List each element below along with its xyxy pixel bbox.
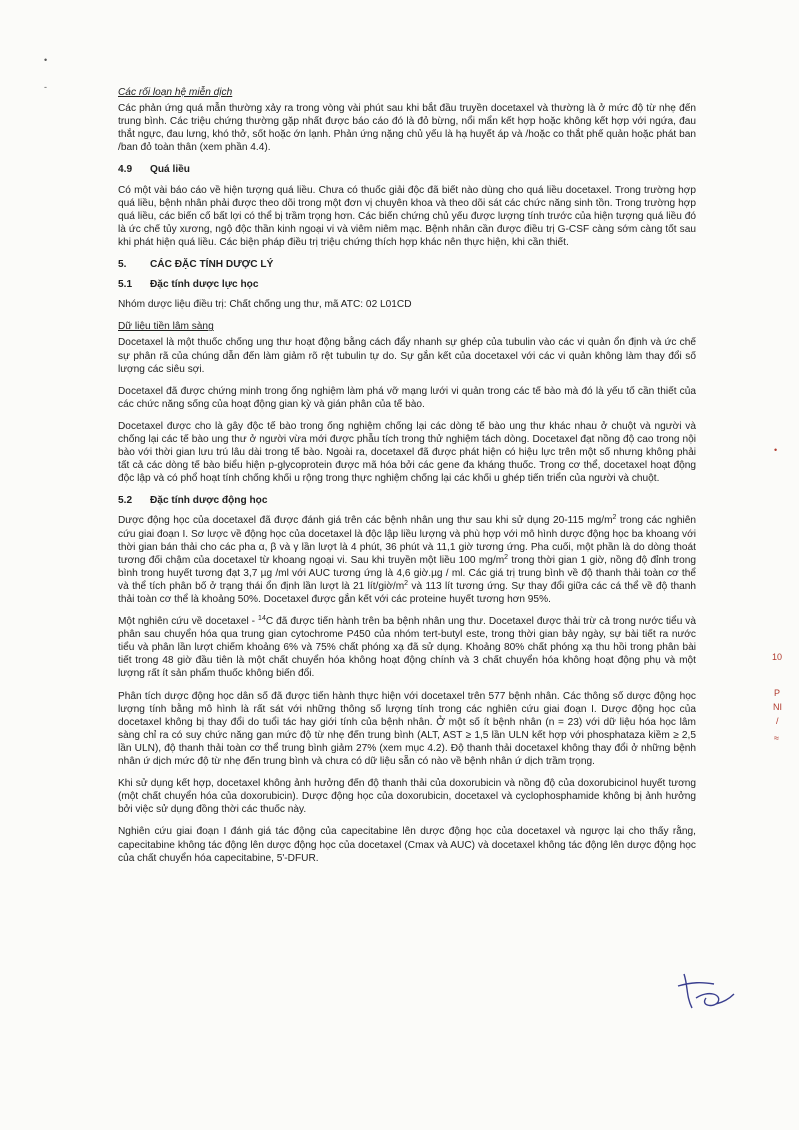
paragraph: Docetaxel đã được chứng minh trong ống nghiệm làm phá vỡ mạng lưới vi quản trong các tế bào mà đó là yếu tố cần thiết của các chức năng sống của hoạt động gian kỳ và gián phân của tế bào. [118, 385, 696, 410]
margin-mark-red: P [774, 688, 781, 698]
section-heading-5 [118, 258, 696, 271]
paragraph [118, 615, 696, 680]
superscript: 14 [258, 615, 266, 623]
section-number: 5. [118, 259, 127, 271]
margin-mark-dash: - [44, 82, 47, 92]
margin-mark-red: NI [773, 702, 782, 712]
margin-mark-top: • [44, 55, 48, 65]
subheading-preclinical: Dữ liệu tiền lâm sàng [118, 321, 214, 333]
superscript: 2 [404, 579, 409, 587]
paragraph: Phân tích dược động học dân số đã được tiến hành thực hiện với docetaxel trên 577 bệnh nhân. Các thông số dược động học lượng tính bằng mô hình là rất sát với những thông số lượng tính trong các nghiên cứu giai đoạn I. Dược động học của docetaxel không bị thay đổi do tuổi tác hay giới tính của bệnh nhân. Ở một số ít bệnh nhân (n = 23) với dữ liệu hóa học lâm sàng chỉ ra có suy chức năng gan mức độ từ nhẹ đến trung bình (ALT, AST ≥ 1,5 lần ULN kết hợp với phosphataza kiềm ≥ 2,5 lần ULN), độ thanh thải toàn cơ thể trung bình giảm 27% (xem mục 4.2). Độ thanh thải docetaxel không thay đổi ở những bệnh nhân ứ dịch mức độ từ nhẹ đến trung bình và chưa có dữ liệu sẵn có nào về bệnh nhân ứ dịch trầm trọng. [118, 690, 696, 768]
paragraph: Docetaxel là một thuốc chống ung thư hoạt động bằng cách đẩy nhanh sự ghép của tubulin vào các vi quản ổn định và ức chế sự phân rã của chúng dẫn đến làm giảm rõ rệt tubulin tự do. Sự gắn kết của docetaxel với các vi quản không làm thay đổi số lượng các siêu sợi. [118, 337, 696, 375]
section-heading-5-1 [118, 278, 696, 291]
section-number: 4.9 [118, 164, 133, 176]
margin-mark-red: 10 [772, 652, 783, 662]
paragraph: Docetaxel được cho là gây độc tế bào trong ống nghiệm chống lại các dòng tế bào ung thư khác nhau ở chuột và người và chống lại các tế bào ung thư ở người vừa mới được phẫu tích trong thử nghiệm tách dòng. Docetaxel đạt nồng độ cao trong nội bào với thời gian lưu trú lâu dài trong tế bào. Ngoài ra, docetaxel đã được phát hiện có hiệu lực trên một số nhưng không phải tất cả các dòng tế bào biểu hiện p-glycoprotein được mã hóa bởi các gene đa kháng thuốc. Trong cơ thể, docetaxel hoạt động độc lập và có phổ hoạt tính chống khối u rộng trong thực nghiệm chống lại các khối u ghép tiến triển của người và chuột. [118, 420, 696, 485]
section-heading-5-2 [118, 494, 696, 507]
margin-mark-red: / [776, 716, 779, 726]
text-run: và 113 lít tương ứng. Sự thay đổi giữa các cá thể về độ thanh thải toàn cơ thể là khoảng 50%. Docetaxel được gắn kết với các proteine huyết tương hơn 95%. [118, 580, 696, 605]
section-heading-4-9 [118, 163, 696, 176]
paragraph: Các phản ứng quá mẫn thường xảy ra trong vòng vài phút sau khi bắt đầu truyền docetaxel và thường là ở mức độ từ nhẹ đến trung bình. Các triệu chứng thường gặp nhất được báo cáo đó là đỏ bừng, nổi mẩn kết hợp hoặc không kết hợp với ngứa, đau thắt ngực, đau lưng, khó thở, sốt hoặc ớn lạnh. Phản ứng nặng chủ yếu là hạ huyết áp và /hoặc co thắt phế quản hoặc phát ban /ban đỏ toàn thân (xem phần 4.4). [118, 103, 696, 154]
paragraph: Có một vài báo cáo về hiện tượng quá liều. Chưa có thuốc giải độc đã biết nào dùng cho quá liều docetaxel. Trong trường hợp quá liều, bệnh nhân phải được theo dõi trong một đơn vị chuyên khoa và theo dõi sát các chức năng sinh tồn. Trong trường hợp quá liều, các biến cố bất lợi có thể bị trầm trọng hơn. Các biến chứng chủ yếu được lượng tính trước của hiện tượng quá liều đó là ức chế tủy xương, ngộ độc thần kinh ngoại vi và viêm niêm mạc. Bệnh nhân cần được điều trị G-CSF càng sớm càng tốt sau khi phát hiện quá liều. Các biện pháp điều trị triệu chứng thích hợp khác nên thực hiện, khi cần thiết. [118, 184, 696, 248]
paragraph: Khi sử dụng kết hợp, docetaxel không ảnh hưởng đến độ thanh thải của doxorubicin và nồng độ của doxorubicinol huyết tương (một chất chuyển hóa của doxorubicin). Dược động học của doxorubicin, docetaxel và cyclophosphamide không bị ảnh hưởng bởi việc sử dụng đồng thời các thuốc này. [118, 778, 696, 816]
section-number: 5.2 [118, 495, 133, 507]
superscript: 2 [504, 553, 509, 561]
document-page [118, 86, 696, 874]
section-title: CÁC ĐẶC TÍNH DƯỢC LÝ [150, 259, 274, 271]
signature-mark [670, 968, 740, 1014]
paragraph [118, 514, 696, 606]
section-title: Quá liều [150, 164, 190, 176]
section-title-immune: Các rối loạn hệ miễn dịch [118, 87, 233, 98]
margin-mark-red: ≈ [774, 733, 779, 743]
margin-mark-red: • [774, 445, 778, 455]
text-run: trong các nghiên cứu giai đoạn I. Sơ lược về động học của docetaxel là độc lập liều lượng và phù hợp với mô hình dược động học ba khoang với thời gian bán thải cho các pha α, β và γ lần lượt là 4 phút, 36 phút và 11,1 giờ tương ứng. Pha cuối, một phần là do dòng thoát tương đối chậm của docetaxel từ khoang ngoại vi. Sau khi truyền một liều 100 mg/m [118, 515, 696, 566]
section-title: Đặc tính dược lực học [150, 279, 259, 291]
text-run: trong thời gian 1 giờ, nồng độ đỉnh trong bình trong huyết tương đạt 3,7 µg /ml với AUC tương ứng là 4,6 giờ.µg / ml. Các giá trị trung bình về độ thanh thải toàn cơ thể và thể tích phân bố ở trạng thái ổn định lần lượt là 21 lít/giờ/m [118, 554, 697, 592]
text-run: Dược động học của docetaxel đã được đánh giá trên các bệnh nhân ung thư sau khi sử dụng 20-115 mg/m [118, 515, 613, 527]
text-run: C đã được tiến hành trên ba bệnh nhân ung thư. Docetaxel được thải trừ cả trong nước tiểu và phân sau chuyển hóa qua trung gian cytochrome P450 của nhóm tert-butyl este, trong thời gian bảy ngày, sự bài tiết ra nước tiểu và phân lần lượt chiếm khoảng 6% và 75% chất phóng xạ đã sử dụng. Khoảng 80% chất phóng xạ thu hồi trong phân bài tiết trong 48 giờ đầu tiên là một chất chuyển hóa không hoạt động chính và 3 chất chuyển hóa không hoạt động phụ và một lượng rất ít sản phẩm thuốc không biến đổi. [118, 616, 696, 680]
paragraph: Nghiên cứu giai đoạn I đánh giá tác động của capecitabine lên dược động học của docetaxel và ngược lại cho thấy rằng, capecitabine không tác động lên dược động học của docetaxel (Cmax và AUC) và docetaxel không tác động lên dược động học của chất chuyển hóa capecitabine, 5'-DFUR. [118, 826, 696, 864]
superscript: 2 [612, 514, 617, 522]
paragraph: Nhóm dược liệu điều trị: Chất chống ung thư, mã ATC: 02 L01CD [118, 299, 412, 311]
section-title: Đặc tính dược động học [150, 495, 268, 507]
text-run: Một nghiên cứu về docetaxel - [118, 616, 259, 628]
section-number: 5.1 [118, 279, 133, 291]
